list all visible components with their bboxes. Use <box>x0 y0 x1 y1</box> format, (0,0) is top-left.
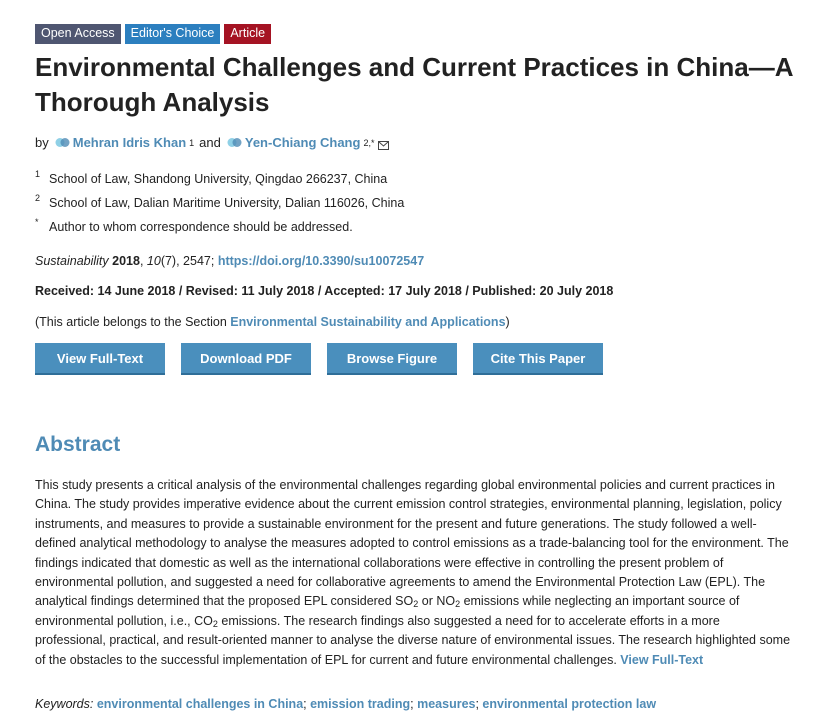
author-1-name[interactable]: Mehran Idris Khan <box>72 135 187 150</box>
subscript: 2 <box>455 599 461 610</box>
and-label: and <box>199 135 221 150</box>
keyword-link[interactable]: environmental protection law <box>482 697 657 711</box>
keyword-link[interactable]: measures <box>417 697 476 711</box>
abstract-heading: Abstract <box>35 433 121 456</box>
doi-link[interactable]: https://doi.org/10.3390/su10072547 <box>217 254 425 268</box>
keyword-link[interactable]: environmental challenges in China <box>96 697 304 711</box>
citation-volume: 10 <box>146 254 161 268</box>
cite-this-paper-button[interactable]: Cite This Paper <box>473 343 603 375</box>
citation-line: Sustainability 2018, 10(7), 2547; https://doi.org/10.3390/su10072547 <box>35 254 425 268</box>
subscript: 2 <box>212 618 218 629</box>
citation-year: 2018 <box>112 254 140 268</box>
open-access-badge[interactable]: Open Access <box>35 24 121 44</box>
abstract-full-text-link[interactable]: View Full-Text <box>620 652 704 667</box>
affiliation-mark: 2 <box>35 193 41 203</box>
section-link[interactable]: Environmental Sustainability and Applications <box>230 315 506 329</box>
keywords-line: Keywords: environmental challenges in China; emission trading; measures; environmental protection law <box>35 697 657 711</box>
affiliation-mark: * <box>35 217 39 227</box>
keyword-link[interactable]: emission trading <box>310 697 411 711</box>
email-icon[interactable] <box>378 138 389 147</box>
abstract-text <box>35 476 791 670</box>
affiliation-text: School of Law, Dalian Maritime University, Dalian 116026, China <box>49 196 405 210</box>
abstract-body: or NO <box>418 594 456 609</box>
abstract-body: emissions. The research findings also suggested a need for to accelerate efforts in a more professional, practical, and result-oriented manner to analyse the diverse nature of environmental issues. The research highlighted some of the obstacles to the successful implementation of EPL for current and future environmental challenges. <box>35 613 791 667</box>
article-type-badge: Article <box>224 24 271 44</box>
section-note <box>35 315 510 329</box>
article-title: Environmental Challenges and Current Practices in China—A Thorough Analysis <box>35 52 793 117</box>
publication-dates: Received: 14 June 2018 / Revised: 11 July 2018 / Accepted: 17 July 2018 / Published: 20 July 2018 <box>35 284 614 298</box>
section-prefix: (This article belongs to the Section <box>35 315 231 329</box>
affiliation-item <box>35 167 404 191</box>
affiliation-text: School of Law, Shandong University, Qingdao 266237, China <box>49 172 388 186</box>
author-2-name[interactable]: Yen-Chiang Chang <box>244 135 361 150</box>
author-line: by Mehran Idris Khan 1 and Yen-Chiang Chang 2,* <box>35 135 389 150</box>
affiliation-item <box>35 215 404 239</box>
badge-row <box>35 24 271 44</box>
editors-choice-badge[interactable]: Editor's Choice <box>125 24 221 44</box>
author-profile-icon[interactable] <box>227 136 242 149</box>
section-suffix: ) <box>505 315 510 329</box>
download-pdf-button[interactable]: Download PDF <box>181 343 311 375</box>
affiliation-text: Author to whom correspondence should be addressed. <box>49 220 353 234</box>
abstract-body: emissions while neglecting an important source of environmental pollution, i.e., CO <box>35 594 740 628</box>
view-full-text-button[interactable]: View Full-Text <box>35 343 165 375</box>
browse-figure-button[interactable]: Browse Figure <box>327 343 457 375</box>
journal-name: Sustainability <box>35 254 109 268</box>
keywords-label: Keywords: <box>35 697 94 711</box>
affiliations <box>35 167 404 239</box>
subscript: 2 <box>413 599 419 610</box>
affiliation-mark: 1 <box>35 169 41 179</box>
citation-issue: (7), 2547; <box>160 254 215 268</box>
action-buttons <box>35 343 619 375</box>
by-label: by <box>35 135 49 150</box>
affiliation-item <box>35 191 404 215</box>
abstract-body: This study presents a critical analysis of the environmental challenges regarding global environmental policies and current practices in China. The study provides imperative evidence about the current emission control strategies, environmental planning, legislation, policy instruments, and measures to provide a sustainable environment for the present and future generations. The study followed a well-defined analytical methodology to analyse the measures adopted to control emissions as a trade-balancing tool for the environment. The findings indicated that domestic as well as the international collaborations were effective in controlling the present problem of environmental pollution, and suggested a need for collaborative agreements to amend the Environmental Protection Law (EPL). The analytical findings determined that the proposed EPL considered SO <box>35 478 789 609</box>
author-profile-icon[interactable] <box>55 136 70 149</box>
